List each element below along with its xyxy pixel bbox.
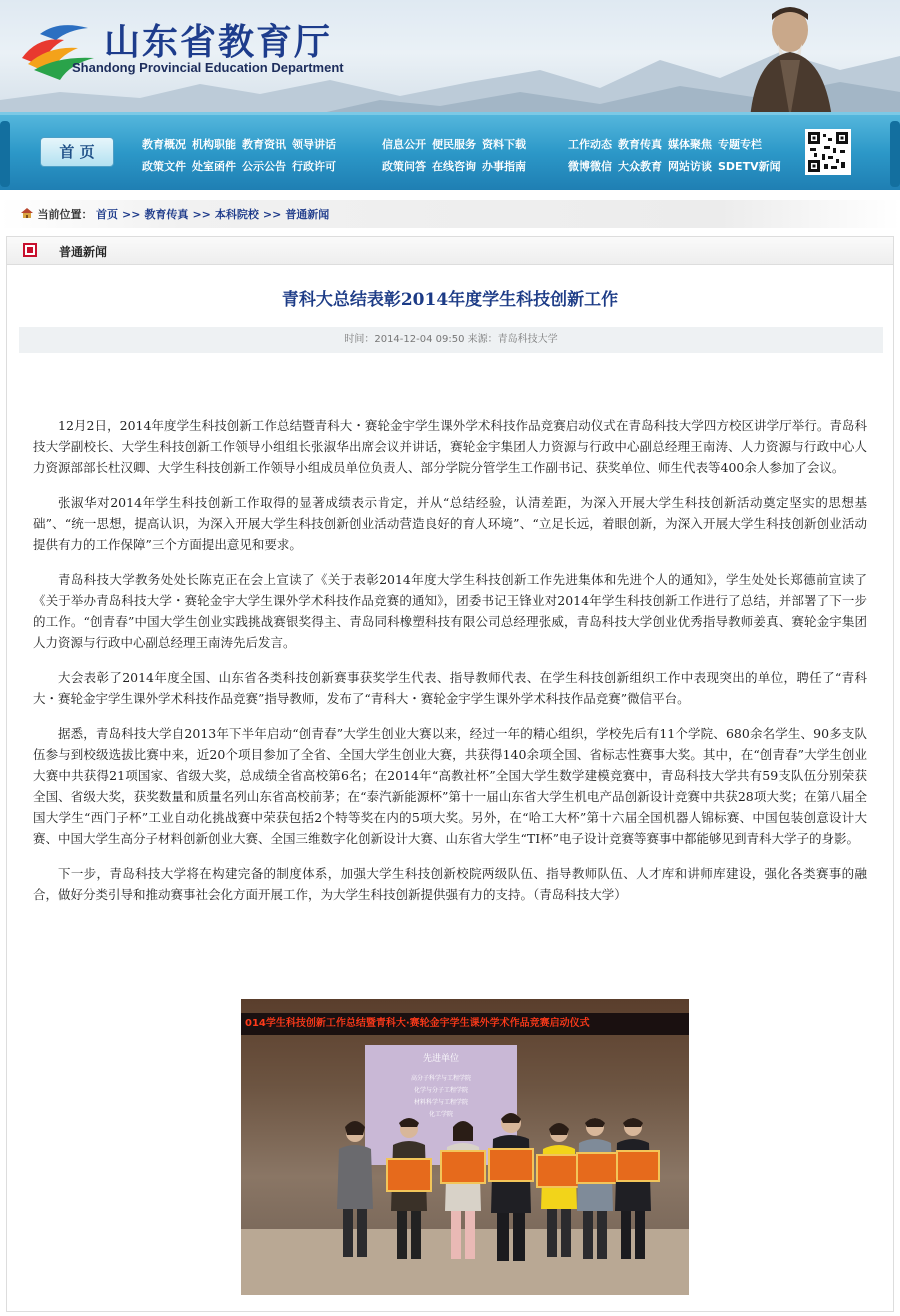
panel-header — [7, 237, 893, 265]
nav-link-admin-licensing[interactable]: 行政许可 — [292, 160, 336, 173]
article-paragraph: 下一步，青岛科技大学将在构建完备的制度体系，加强大学生科技创新校院两级队伍、指导教师队伍、人才库和讲师库建设，强化各类赛事的融合，做好分类引导和推动赛事社会化方面开展工作，为大学生科技创新提供强有力的支持。（青岛科技大学） — [33, 866, 867, 902]
breadcrumb-undergrad-colleges[interactable]: 本科院校 — [214, 208, 259, 221]
nav-group-1 — [142, 133, 342, 177]
nav-link-education-news[interactable]: 教育资讯 — [242, 138, 286, 151]
breadcrumb-separator-icon: >> — [192, 208, 211, 221]
article-paragraph: 大会表彰了2014年度全国、山东省各类科技创新赛事获奖学生代表、指导教师代表、在学生科技创新组织工作中表现突出的单位，聘任了“青科大・赛轮金宇学生课外学术科技作品竞赛”指导教师，发布了“青科大・赛轮金宇学生课外学术科技作品竞赛”微信平台。 — [33, 670, 867, 706]
nav-left-cap — [0, 121, 10, 187]
nav-link-office-letters[interactable]: 处室函件 — [192, 160, 236, 173]
nav-right-cap — [890, 121, 900, 187]
nav-link-leader-speeches[interactable]: 领导讲话 — [292, 138, 336, 151]
nav-link-public-education[interactable]: 大众教育 — [618, 160, 662, 173]
nav-link-downloads[interactable]: 资料下载 — [482, 138, 526, 151]
nav-home-button[interactable]: 首 页 — [40, 137, 114, 167]
article-title: 青科大总结表彰2014年度学生科技创新工作 — [281, 290, 619, 310]
breadcrumb-separator-icon: >> — [262, 208, 282, 221]
award-recipients-group — [241, 999, 689, 1295]
nav-link-service-guide[interactable]: 办事指南 — [482, 160, 526, 173]
nav-link-special-topics[interactable]: 专题专栏 — [718, 138, 762, 151]
screen-line: 化工学院 — [428, 1111, 453, 1118]
breadcrumb — [0, 200, 900, 228]
site-title: 山东省教育厅 — [104, 21, 333, 63]
nav-link-weibo-wechat[interactable]: 微博微信 — [568, 160, 612, 173]
screen-line: 化学与分子工程学院 — [413, 1087, 468, 1094]
event-banner: 014学生科技创新工作总结暨青科大·赛轮金宇学生课外学术作品竞赛启动仪式 — [241, 1013, 689, 1035]
nav-link-site-interviews[interactable]: 网站访谈 — [668, 160, 712, 173]
nav-link-work-updates[interactable]: 工作动态 — [568, 138, 612, 151]
article-paragraph: 青岛科技大学教务处处长陈克正在会上宣读了《关于表彰2014年度大学生科技创新工作先进集体和先进个人的通知》，学生处处长郑德前宣读了《关于举办青岛科技大学・赛轮金宇大学生课外学术科技作品竞赛的通知》，团委书记王锋业对2014年学生科技创新工作进行了总结，并部署了下一步的工作。“创青春”中国大学生创业实践挑战赛银奖得主、青岛同科橡塑科技有限公司总经理张威，青岛科技大学创业优秀指导教师姜真、赛轮金宇集团人力资源与行政中心副总经理王南涛先后发言。 — [33, 572, 867, 650]
nav-link-education-overview[interactable]: 教育概况 — [142, 138, 186, 151]
nav-link-announcements[interactable]: 公示公告 — [242, 160, 286, 173]
news-panel — [6, 236, 894, 1312]
breadcrumb-label: 当前位置： — [37, 208, 93, 221]
breadcrumb-general-news[interactable]: 普通新闻 — [285, 208, 330, 221]
article-photo — [241, 999, 689, 1295]
breadcrumb-separator-icon: >> — [122, 208, 141, 221]
main-nav — [0, 112, 900, 190]
nav-link-sdetv-news[interactable]: SDETV新闻 — [718, 160, 781, 173]
article-paragraph: 张淑华对2014年学生科技创新工作取得的显著成绩表示肯定，并从“总结经验，认清差距，为深入开展大学生科技创新活动奠定坚实的思想基础”、“统一思想，提高认识，为深入开展大学生科技创新创业活动营造良好的育人环境”、“立足长远，着眼创新，为深入开展大学生科技创新创业活动提供有力的工作保障”三个方面提出意见和要求。 — [33, 495, 867, 552]
article-meta: 时间：2014-12-04 09:50 来源：青岛科技大学 — [19, 327, 883, 353]
article-paragraph: 据悉，青岛科技大学自2013年下半年启动“创青春”大学生创业大赛以来，经过一年的精心组织，学校先后有11个学院、680余名学生、90多支队伍参与到校级选拔比赛中来，近20个项目参加了全省、全国大学生创业大赛，共获得140余项全国、省标志性赛事大奖。其中，在“创青春”大学生创业大赛中共获得21项国家、省级大奖，总成绩全省高校第6名；在2014年“高教社杯”全国大学生数学建模竞赛中，青岛科技大学共有59支队伍分别荣获全国、省级大奖，获奖数量和质量名列山东省高校前茅；在“泰汽新能源杯”第十一届山东省大学生机电产品创新设计竞赛中共获28项大奖；在第八届全国大学生“西门子杯”工业自动化挑战赛中荣获包括2个特等奖在内的5项大奖。另外，在“哈工大杯”第十六届全国机器人锦标赛、中国包装创意设计大赛、中国大学生高分子材料创新创业大赛、全国三维数字化创新设计大赛、山东省大学生“TI杯”电子设计竞赛等赛事中都能够见到青科大学子的身影。 — [33, 726, 867, 846]
breadcrumb-home[interactable]: 首页 — [96, 208, 118, 221]
nav-link-public-service[interactable]: 便民服务 — [432, 138, 476, 151]
site-header — [0, 0, 900, 118]
breadcrumb-education-fax[interactable]: 教育传真 — [144, 208, 189, 221]
site-subtitle: Shandong Provincial Education Department — [72, 60, 344, 75]
home-icon — [20, 207, 34, 219]
nav-group-2 — [382, 133, 532, 177]
screen-title: 先进单位 — [422, 1054, 459, 1064]
screen-line: 材料科学与工程学院 — [413, 1099, 468, 1106]
confucius-figure-icon — [720, 0, 900, 118]
qr-code-icon[interactable] — [805, 129, 851, 175]
nav-link-education-fax[interactable]: 教育传真 — [618, 138, 662, 151]
panel-title: 普通新闻 — [59, 245, 108, 259]
article-paragraph: 12月2日，2014年度学生科技创新工作总结暨青科大・赛轮金宇学生课外学术科技作品竞赛启动仪式在青岛科技大学四方校区讲学厅举行。青岛科技大学副校长、大学生科技创新工作领导小组组长张淑华出席会议并讲话，赛轮金宇集团人力资源与行政中心副总经理王南涛、人力资源与行政中心人力资源部部长杜汉卿、大学生科技创新工作领导小组成员单位负责人、部分学院分管学生工作副书记、获奖单位、师生代表等400余人参加了会议。 — [33, 418, 867, 475]
nav-group-3 — [568, 133, 787, 177]
nav-link-policy-qa[interactable]: 政策问答 — [382, 160, 426, 173]
nav-link-org-functions[interactable]: 机构职能 — [192, 138, 236, 151]
section-marker-icon — [23, 243, 37, 257]
screen-line: 高分子科学与工程学院 — [410, 1075, 471, 1082]
nav-link-policy-documents[interactable]: 政策文件 — [142, 160, 186, 173]
nav-link-info-disclosure[interactable]: 信息公开 — [382, 138, 426, 151]
article-body — [33, 415, 867, 919]
nav-link-media-focus[interactable]: 媒体聚焦 — [668, 138, 712, 151]
nav-link-online-consult[interactable]: 在线咨询 — [432, 160, 476, 173]
